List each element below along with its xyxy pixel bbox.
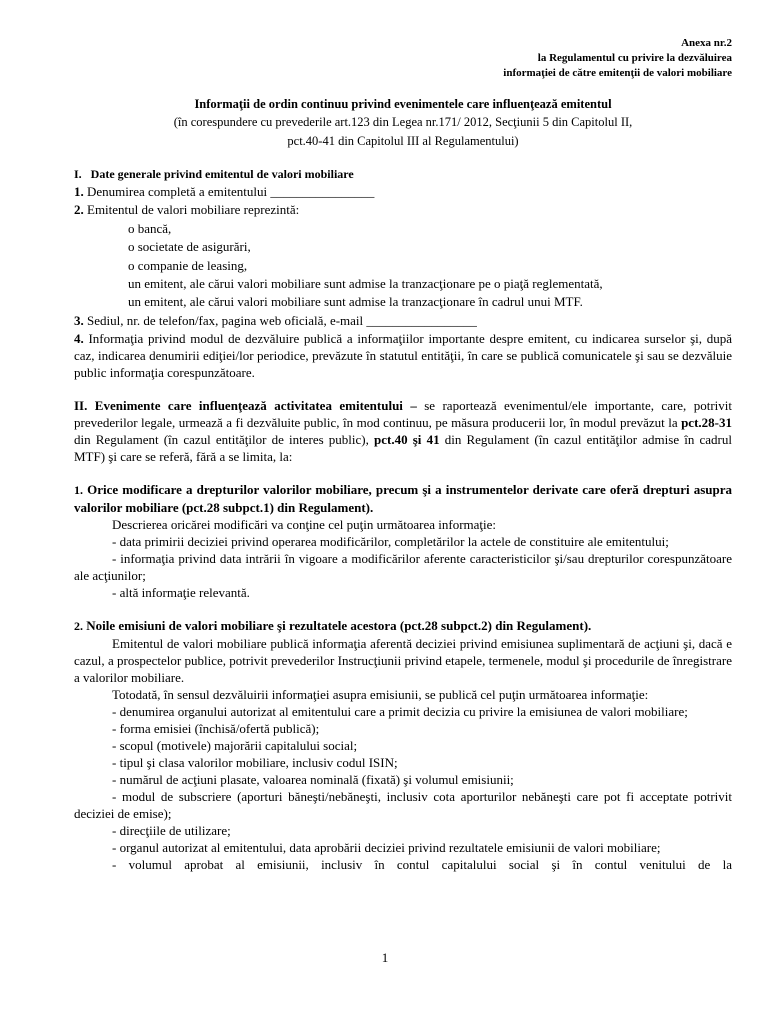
item-1-num: 1. — [74, 184, 84, 199]
section1-heading-text: Date generale privind emitentul de valori mobiliare — [90, 167, 354, 181]
item-3 — [74, 312, 732, 330]
page-number: 1 — [381, 950, 389, 965]
item-3-text: Sediul, nr. de telefon/fax, pagina web oficială, e-mail _________________ — [87, 312, 477, 328]
point1-heading-text: Orice modificare a drepturilor valorilor mobiliare, precum şi a instrumentelor derivate care oferă drepturi asupra valorilor mobiliare (pct.28 subpct.1) din Regulament). — [74, 482, 732, 516]
point2-para1: Emitentul de valori mobiliare publică informaţia aferentă deciziei privind emisiunea suplimentară de acţiuni şi, dacă e cazul, a prospectelor publice, potrivit prevederilor Instrucţiunii privind etapele, termenele, modul şi procedurile de înregistrare a valorilor mobiliare. — [74, 636, 732, 686]
document-subtitle-line2: pct.40-41 din Capitolul III al Regulamentului) — [287, 134, 519, 148]
option-mtf: un emitent, ale cărui valori mobiliare sunt admise la tranzacţionare în cadrul unui MTF. — [128, 294, 583, 310]
item-2-num: 2. — [74, 202, 84, 218]
point2-item-subscription: - modul de subscriere (aporturi băneşti/nebăneşti, inclusiv cota aporturilor nebăneşti care pot fi acceptate potrivit deciziei de emise); — [74, 789, 732, 822]
point2-item-volume: - volumul aprobat al emisiunii, inclusiv în contul capitalului social şi în contul venitului de la — [112, 857, 732, 873]
point2-item-form: - forma emisiei (închisă/ofertă publică); — [112, 721, 320, 737]
item-3-num: 3. — [74, 312, 84, 328]
annex-number: Anexa nr.2 — [681, 37, 732, 49]
section-events — [74, 397, 732, 465]
point2-item-directions: - direcţiile de utilizare; — [112, 823, 231, 839]
item-2 — [74, 201, 732, 219]
section2-ref-pct40: pct.40 şi 41 — [374, 432, 440, 448]
annex-header — [74, 36, 732, 81]
annex-regulation-cont: informaţiei de către emitenţii de valori mobiliare — [503, 67, 732, 79]
section-general-data — [74, 165, 732, 381]
option-insurance: o societate de asigurări, — [128, 239, 251, 255]
point2-item-approval: - organul autorizat al emitentului, data aprobării deciziei privind rezultatele emisiunii de valori mobiliare; — [112, 840, 661, 856]
section2-text-a: se raportează evenimentul/ele importante, care, potrivit prevederilor legale, urmează a fi dezvăluite public, în mod continuu, pe măsura producerii lor, în modul prevăzut la — [74, 398, 732, 431]
point2-heading-text: Noile emisiuni de valori mobiliare şi rezultatele acestora (pct.28 subpct.2) din Regulament). — [86, 618, 592, 634]
point1-intro: Descrierea oricărei modificări va conţine cel puţin următoarea informaţie: — [112, 517, 497, 533]
item-4 — [74, 330, 732, 381]
section2-ref-pct28: pct.28-31 — [681, 415, 732, 431]
section2-heading-num: II. — [74, 398, 88, 414]
document-title: Informaţii de ordin continuu privind evenimentele care influenţează emitentul — [194, 97, 612, 111]
point2-item-organ: - denumirea organului autorizat al emitentului care a primit decizia cu privire la emisiunea de valori mobiliare; — [112, 704, 688, 720]
item-4-num: 4. — [74, 331, 84, 347]
point2-item-number: - numărul de acţiuni plasate, valoarea nominală (fixată) şi volumul emisiunii; — [112, 772, 514, 788]
point1-item-effective-date: - informaţia privind data intrării în vigoare a modificărilor aferente caracteristicilor şi/sau drepturilor corespunzătoare ale acţiunilor; — [74, 551, 732, 584]
section1-heading — [74, 165, 732, 183]
point2-item-type: - tipul şi clasa valorilor mobiliare, inclusiv codul ISIN; — [112, 755, 398, 771]
document-subtitle-line1: (în corespundere cu prevederile art.123 din Legea nr.171/ 2012, Secţiunii 5 din Capitolul II, — [173, 115, 633, 129]
point2-para2: Totodată, în sensul dezvăluirii informaţiei asupra emisiunii, se publică cel puţin următoarea informaţie: — [112, 687, 649, 703]
point2-heading — [74, 617, 732, 635]
point1-heading — [74, 481, 732, 516]
title-block — [74, 95, 732, 151]
item-4-text: Informaţia privind modul de dezvăluire publică a informaţiilor importante despre emitent, cu indicarea surselor şi, după caz, indicarea denumirii ediţiei/lor periodice, prevăzute în statutul entităţii, în care se publică comunicatele şi sau se dezvăluie public informaţia corespunzătoare. — [74, 331, 732, 381]
option-leasing: o companie de leasing, — [128, 257, 248, 273]
annex-regulation: la Regulamentul cu privire la dezvăluirea — [537, 52, 732, 64]
item-2-text: Emitentul de valori mobiliare reprezintă: — [87, 202, 300, 218]
section2-text-c: din Regulament (în cazul entităţilor admise în cadrul MTF) şi care se referă, fără a se limita, la: — [74, 432, 732, 465]
item-1-text: Denumirea completă a emitentului ________________ — [87, 184, 375, 199]
option-regulated-market: un emitent, ale cărui valori mobiliare sunt admise la tranzacţionare pe o piaţă reglementată, — [128, 276, 603, 292]
section1-heading-num: I. — [74, 167, 82, 181]
section2-heading-text: Evenimente care influenţează activitatea emitentului – — [94, 398, 417, 414]
point-1 — [74, 481, 732, 601]
item-1 — [74, 183, 732, 201]
point1-item-other: - altă informaţie relevantă. — [112, 585, 250, 601]
option-bank: o bancă, — [128, 220, 172, 236]
document-page — [74, 36, 732, 873]
point-2 — [74, 617, 732, 873]
section2-text-b: din Regulament (în cazul entităţilor de interes public), — [74, 432, 375, 448]
point1-item-decision: - data primirii deciziei privind operarea modificărilor, completărilor la actele de constituire ale emitentului; — [112, 534, 669, 550]
point1-num: 1. — [74, 483, 83, 498]
point2-item-purpose: - scopul (motivele) majorării capitalului social; — [112, 738, 358, 754]
point2-num: 2. — [74, 619, 83, 634]
